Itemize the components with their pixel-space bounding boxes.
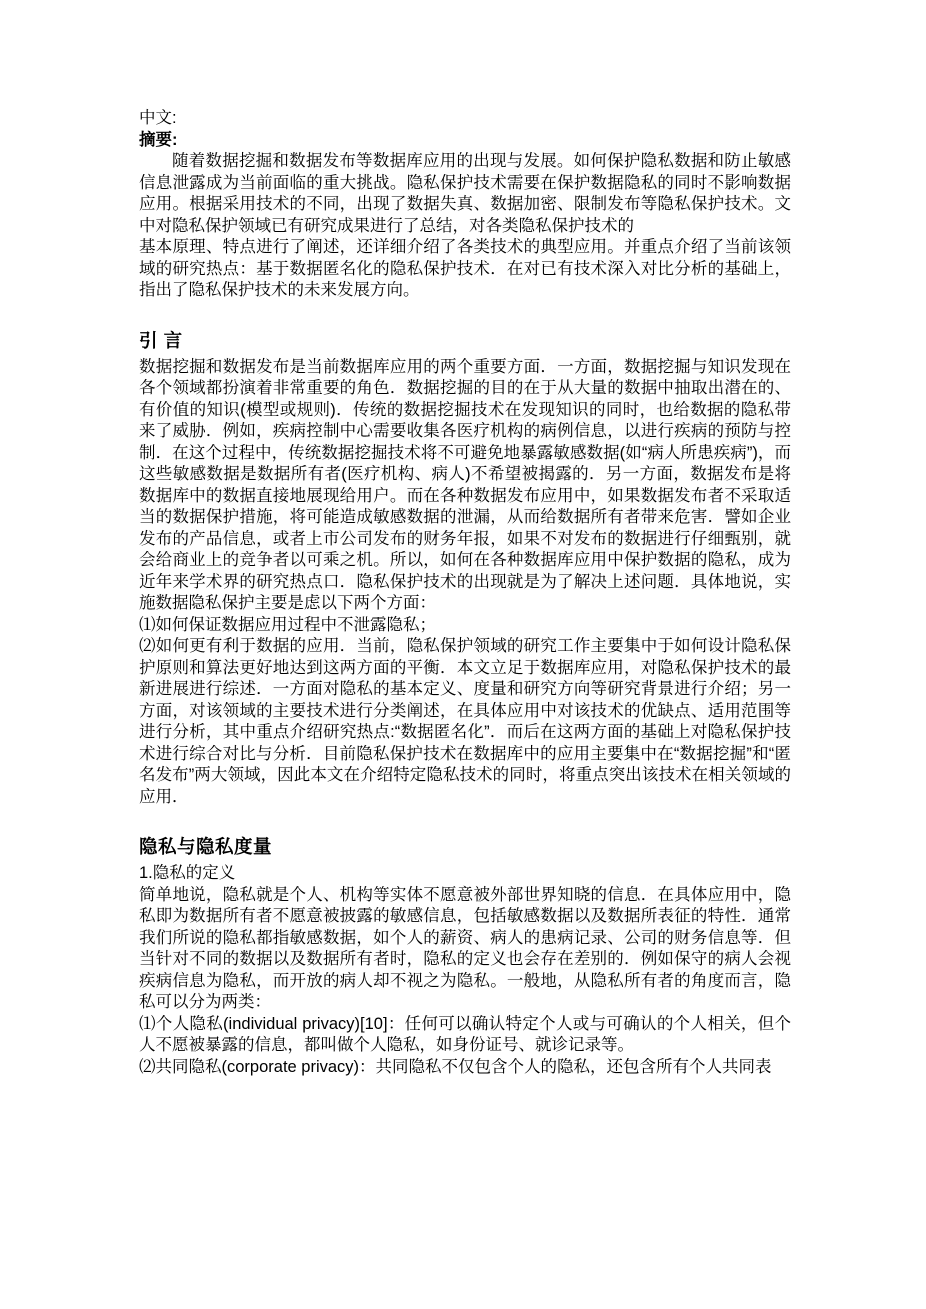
privacy-list-item-1: ⑴个人隐私(individual privacy)[10]：任何可以确认特定个人或与可确认的个人相关，但个人不愿被暴露的信息，都叫做个人隐私，如身份证号、就诊记录等。 <box>139 1014 791 1054</box>
introduction-paragraph-2: ⑵如何更有利于数据的应用．当前，隐私保护领域的研究工作主要集中于如何设计隐私保护原则和算法更好地达到这两方面的平衡．本文立足于数据库应用，对隐私保护技术的最新进展进行综述．一方面对隐私的基本定义、度量和研究方向等研究背景进行介绍；另一方面，对该领域的主要技术进行分类阐述，在具体应用中对该技术的优缺点、适用范围等进行分析，其中重点介绍研究热点:“数据匿名化”．而后在这两方面的基础上对隐私保护技术进行综合对比与分析．目前隐私保护技术在数据库中的应用主要集中在“数据挖掘”和“匿名发布”两大领域，因此本文在介绍特定隐私技术的同时，将重点突出该技术在相关领域的应用． <box>139 637 791 806</box>
language-label: 中文: <box>139 109 177 127</box>
privacy-definition-subheading: 1.隐私的定义 <box>139 864 236 882</box>
privacy-paragraph-1: 简单地说，隐私就是个人、机构等实体不愿意被外部世界知晓的信息．在具体应用中，隐私即为数据所有者不愿意被披露的敏感信息，包括敏感数据以及数据所表征的特性．通常我们所说的隐私都指敏感数据，如个人的薪资、病人的患病记录、公司的财务信息等．但当针对不同的数据以及数据所有者时，隐私的定义也会存在差别的．例如保守的病人会视疾病信息为隐私，而开放的病人却不视之为隐私。一般地，从隐私所有者的角度而言，隐私可以分为两类： <box>139 885 791 1011</box>
privacy-list-item-2: ⑵共同隐私(corporate privacy)：共同隐私不仅包含个人的隐私，还包含所有个人共同表 <box>139 1057 772 1076</box>
abstract-heading: 摘要: <box>139 130 178 149</box>
abstract-paragraph-2: 基本原理、特点进行了阐述，还详细介绍了各类技术的典型应用。并重点介绍了当前该领域的研究热点：基于数据匿名化的隐私保护技术．在对已有技术深入对比分析的基础上，指出了隐私保护技术的未来发展方向。 <box>139 238 791 299</box>
introduction-heading: 引 言 <box>139 329 183 351</box>
document-body <box>139 108 791 1078</box>
introduction-paragraph-1: 数据挖掘和数据发布是当前数据库应用的两个重要方面．一方面，数据挖掘与知识发现在各个领域都扮演着非常重要的角色．数据挖掘的目的在于从大量的数据中抽取出潜在的、有价值的知识(模型或规则)．传统的数据挖掘技术在发现知识的同时，也给数据的隐私带来了威胁．例如，疾病控制中心需要收集各医疗机构的病例信息，以进行疾病的预防与控制．在这个过程中，传统数据挖掘技术将不可避免地暴露敏感数据(如“病人所患疾病”)，而这些敏感数据是数据所有者(医疗机构、病人)不希望被揭露的．另一方面，数据发布是将数据库中的数据直接地展现给用户。而在各种数据发布应用中，如果数据发布者不采取适当的数据保护措施，将可能造成敏感数据的泄漏，从而给数据所有者带来危害．譬如企业发布的产品信息，或者上市公司发布的财务年报，如果不对发布的数据进行仔细甄别，就会给商业上的竞争者以可乘之机。所以，如何在各种数据库应用中保护数据的隐私，成为近年来学术界的研究热点口．隐私保护技术的出现就是为了解决上述问题．具体地说，实施数据隐私保护主要是虑以下两个方面： <box>139 357 791 612</box>
privacy-section-heading: 隐私与隐私度量 <box>139 836 273 857</box>
abstract-paragraph-1: 随着数据挖掘和数据发布等数据库应用的出现与发展。如何保护隐私数据和防止敏感信息泄露成为当前面临的重大挑战。隐私保护技术需要在保护数据隐私的同时不影响数据应用。根据采用技术的不同，出现了数据失真、数据加密、限制发布等隐私保护技术。文中对隐私保护领域已有研究成果进行了总结，对各类隐私保护技术的 <box>139 152 791 235</box>
introduction-list-item-1: ⑴如何保证数据应用过程中不泄露隐私； <box>139 615 436 634</box>
